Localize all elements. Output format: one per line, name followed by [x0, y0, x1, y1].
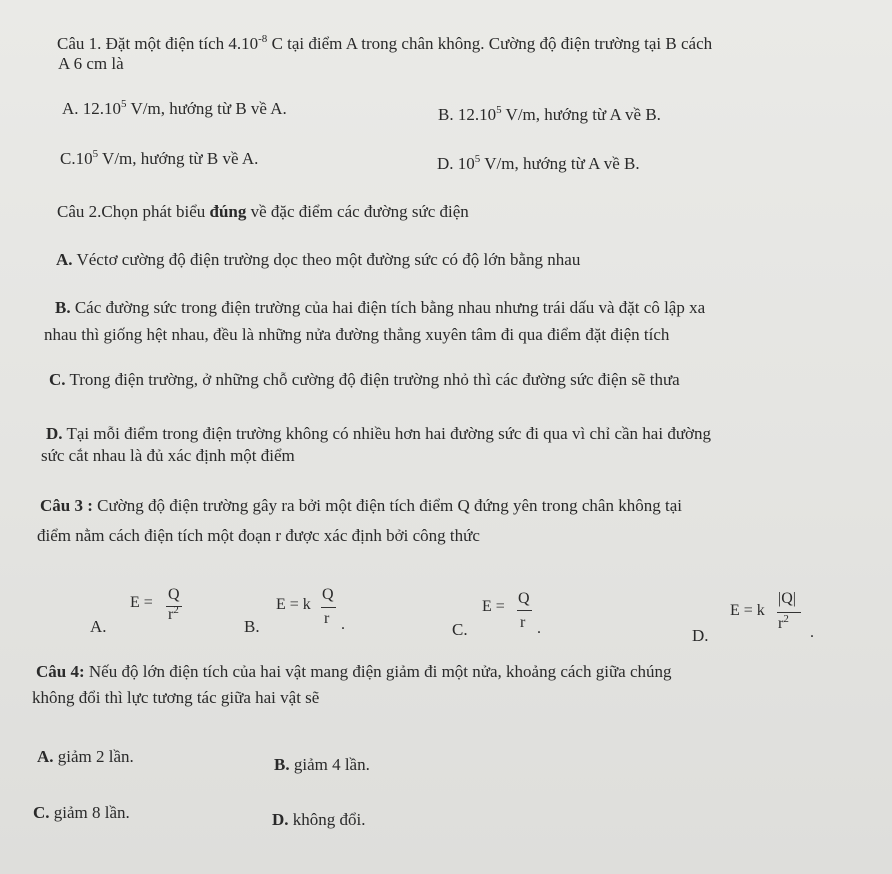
- q2-option-b-label: B.: [55, 298, 71, 317]
- q3-option-d-den-exponent: 2: [783, 613, 789, 625]
- q1-option-a-text: A. 12.10: [62, 99, 122, 118]
- q1-option-b: [438, 105, 661, 127]
- q3-option-b-lhs: E = k: [276, 596, 311, 613]
- q3-option-d-denominator: [778, 615, 789, 633]
- q3-option-c-formula: [482, 590, 552, 637]
- q3-title-text: Cường độ điện trường gây ra bởi một điện tích điểm Q đứng yên trong chân không tại: [92, 496, 682, 515]
- q4-option-c-label: C.: [33, 803, 50, 822]
- q3-option-c-fraction-bar: [517, 610, 532, 611]
- q1-option-a-exponent: 5: [121, 98, 127, 110]
- q1-line2: A 6 cm là: [58, 54, 124, 73]
- q3-option-a-label: A.: [90, 617, 107, 636]
- q1-option-a: [62, 99, 287, 121]
- q3-option-c-lhs: E =: [482, 598, 505, 615]
- q4-line2: không đổi thì lực tương tác giữa hai vật sẽ: [32, 688, 320, 707]
- q4-option-d-label: D.: [272, 810, 289, 829]
- q1-option-d-exponent: 5: [474, 153, 481, 165]
- q3-option-a-formula: [130, 586, 190, 634]
- q1-option-d: [437, 154, 640, 176]
- q2-option-c-text: Trong điện trường, ở những chỗ cường độ điện trường nhỏ thì các đường sức điện sẽ thưa: [65, 370, 680, 389]
- q3-option-a-denominator: [168, 606, 179, 624]
- q3-option-c-denominator: r: [520, 614, 526, 631]
- q2-title-text-a: Câu 2.Chọn phát biểu: [57, 202, 210, 221]
- q2-option-d-line2: sức cắt nhau là đủ xác định một điểm: [41, 446, 295, 465]
- q3-title: [40, 496, 682, 516]
- q3-option-a-numerator: Q: [168, 586, 180, 603]
- q1-option-c-exponent: 5: [92, 148, 99, 160]
- q3-option-d-formula: [730, 588, 820, 641]
- q3-line2: điểm nằm cách điện tích một đoạn r được xác định bởi công thức: [37, 526, 480, 545]
- q1-option-d-unit: V/m, hướng từ A về B.: [480, 154, 640, 173]
- q4-option-a-label: A.: [37, 747, 54, 766]
- q3-option-c-label: C.: [452, 620, 468, 639]
- q4-option-d-text: không đổi.: [288, 810, 366, 829]
- q3-option-d-lhs: E = k: [730, 602, 765, 619]
- q2-option-c-label: C.: [49, 370, 66, 389]
- q3-option-b-denominator: r: [324, 610, 330, 627]
- q4-option-c-text: giảm 8 lần.: [49, 803, 130, 822]
- q4-option-b-label: B.: [274, 755, 290, 774]
- q3-option-d-fraction-bar: [777, 612, 801, 613]
- q4-title-text: Nếu độ lớn điện tích của hai vật mang điện giảm đi một nửa, khoảng cách giữa chúng: [84, 662, 672, 681]
- q4-option-b-text: giảm 4 lần.: [289, 755, 370, 774]
- q2-option-d-text1: Tại mỗi điểm trong điện trường không có nhiều hơn hai đường sức đi qua vì chỉ cần hai đường: [62, 424, 712, 443]
- q3-option-b-formula: [276, 586, 356, 634]
- q1-line1-text-b: C tại điểm A trong chân không. Cường độ điện trường tại B cách: [267, 34, 713, 53]
- q3-option-b-label: B.: [244, 617, 260, 636]
- q3-option-a-lhs: E =: [130, 594, 153, 611]
- q3-option-c-period: .: [537, 620, 541, 637]
- q1-option-c: [60, 149, 258, 171]
- q2-option-d-label: D.: [46, 424, 63, 443]
- q2-option-d-line1: [46, 424, 711, 444]
- q3-option-b-numerator: Q: [322, 586, 334, 603]
- q4-option-a-text: giảm 2 lần.: [53, 747, 134, 766]
- q1-line1-exponent: -8: [258, 33, 268, 45]
- q4-title: [36, 662, 672, 682]
- q4-option-c: [33, 803, 130, 823]
- q3-option-c-numerator: Q: [518, 590, 530, 607]
- q2-option-b-text1: Các đường sức trong điện trường của hai điện tích bằng nhau nhưng trái dấu và đặt cô lập xa: [70, 298, 706, 317]
- q2-option-b-line1: [55, 298, 705, 318]
- q2-option-b-line2: nhau thì giống hệt nhau, đều là những nửa đường thẳng xuyên tâm đi qua điểm đặt điện tích: [44, 325, 670, 344]
- q3-option-b-period: .: [341, 616, 345, 633]
- q2-title-text-b: về đặc điểm các đường sức điện: [246, 202, 469, 221]
- q1-option-c-unit: V/m, hướng từ B về A.: [98, 149, 259, 168]
- q4-option-b: [274, 755, 370, 775]
- q1-option-a-unit: V/m, hướng từ B về A.: [126, 99, 287, 118]
- q3-option-a-den-exponent: 2: [173, 604, 179, 616]
- q2-title: [57, 202, 469, 222]
- q3-option-d-numerator: |Q|: [778, 590, 796, 607]
- q4-option-a: [37, 747, 134, 767]
- q2-option-a: [56, 250, 580, 270]
- q1-option-b-text: B. 12.10: [438, 105, 497, 124]
- q4-title-bold: Câu 4:: [36, 662, 85, 681]
- q1-option-c-text: C.10: [60, 149, 93, 168]
- q3-title-bold: Câu 3 :: [40, 496, 93, 515]
- q3-option-a-den-base: r: [168, 606, 174, 623]
- q3-option-d-period: .: [810, 624, 814, 641]
- q3-option-b-fraction-bar: [321, 607, 336, 608]
- q1-line1-text-a: Câu 1. Đặt một điện tích 4.10: [57, 34, 259, 53]
- q1-option-b-exponent: 5: [496, 104, 502, 116]
- q3-option-d-den-base: r: [778, 615, 784, 632]
- q2-option-a-label: A.: [56, 250, 73, 269]
- q1-option-d-text: D. 10: [437, 154, 475, 173]
- q2-option-a-text: Véctơ cường độ điện trường dọc theo một đường sức có độ lớn bằng nhau: [72, 250, 581, 269]
- q1-option-b-unit: V/m, hướng từ A về B.: [501, 105, 661, 124]
- q2-title-bold: đúng: [209, 202, 247, 221]
- q2-option-c: [49, 370, 680, 390]
- q3-option-d-label: D.: [692, 626, 709, 645]
- q4-option-d: [272, 810, 366, 830]
- q1-line1: [57, 34, 712, 56]
